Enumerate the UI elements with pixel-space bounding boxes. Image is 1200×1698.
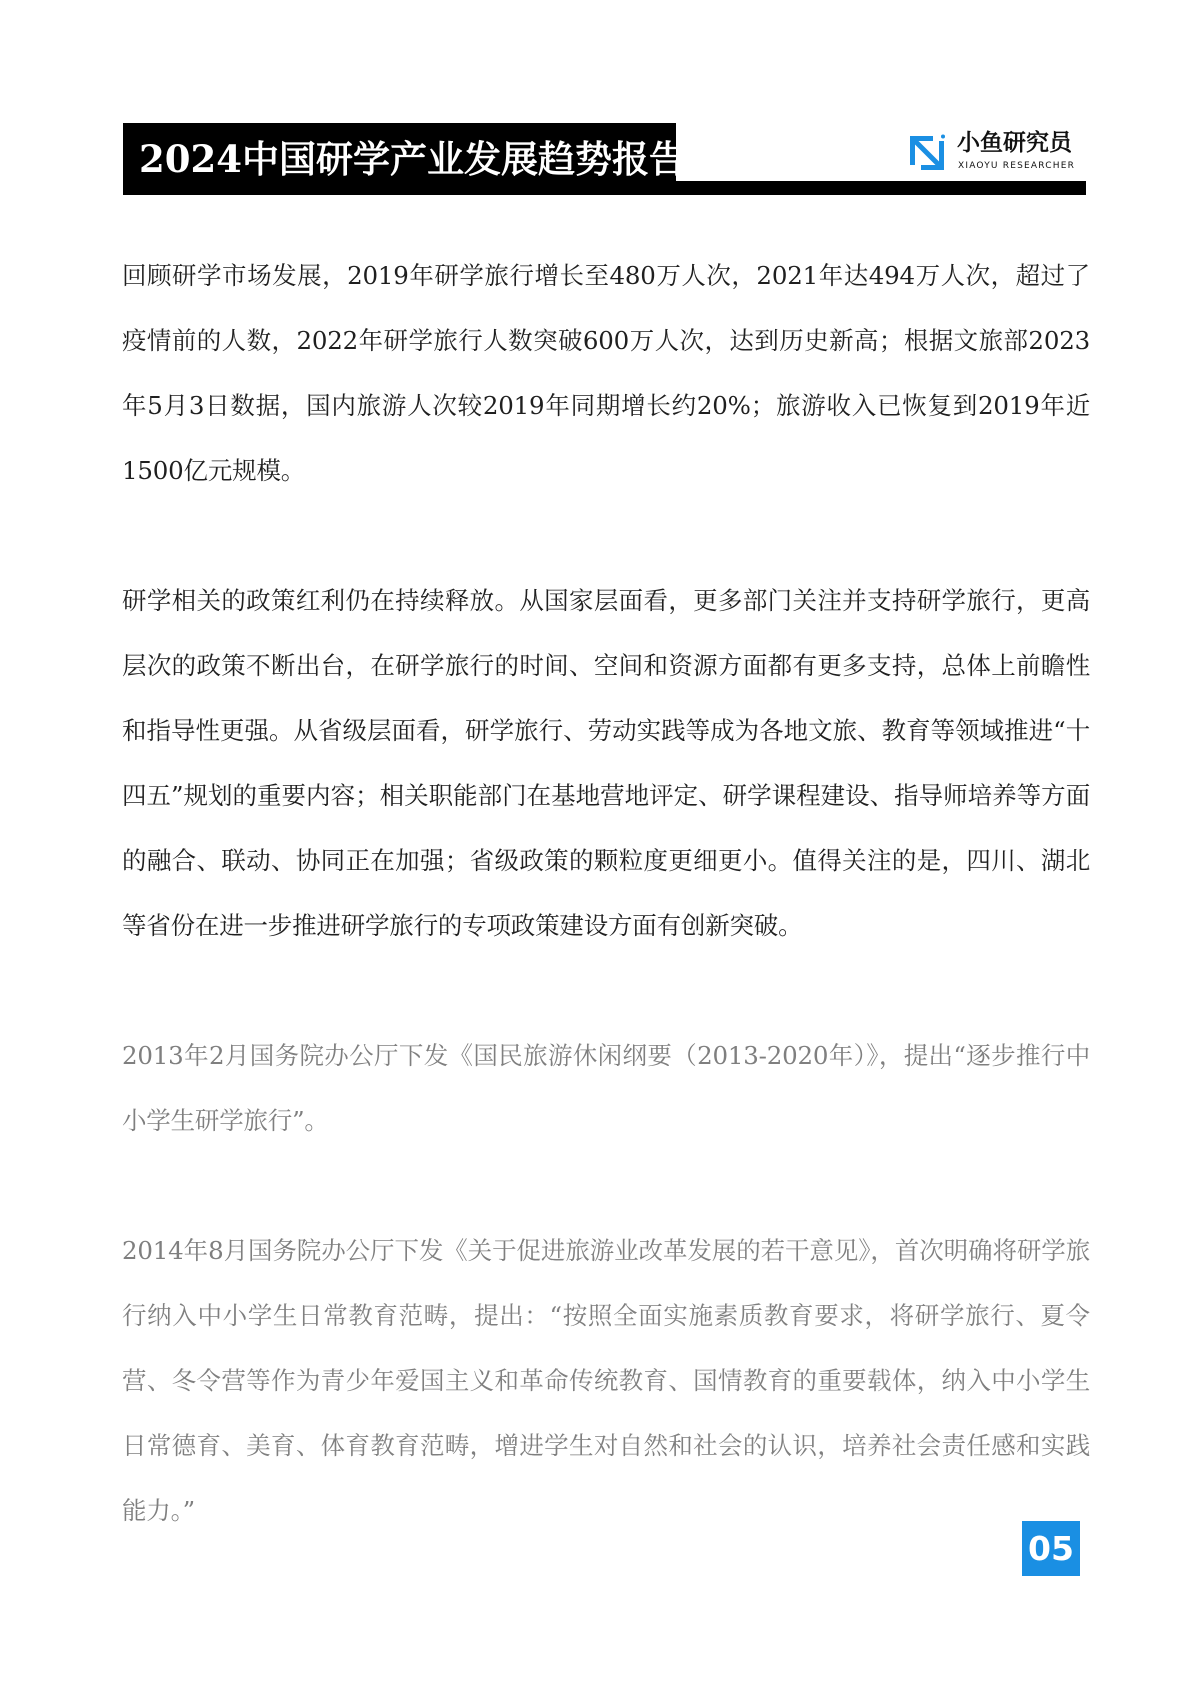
logo-name-cn: 小鱼研究员	[957, 130, 1072, 156]
page-number-badge: 05	[1022, 1521, 1080, 1576]
logo-name-en: XIAOYU RESEARCHER	[958, 161, 1076, 171]
header-title-box	[123, 123, 686, 195]
paragraph-policy-dividends: 研学相关的政策红利仍在持续释放。从国家层面看，更多部门关注并支持研学旅行，更高层次的政策不断出台，在研学旅行的时间、空间和资源方面都有更多支持，总体上前瞻性和指导性更强。从省级层面看，研学旅行、劳动实践等成为各地文旅、教育等领域推进“十四五”规划的重要内容；相关职能部门在基地营地评定、研学课程建设、指导师培养等方面的融合、联动、协同正在加强；省级政策的颗粒度更细更小。值得关注的是，四川、湖北等省份在进一步推进研学旅行的专项政策建设方面有创新突破。	[122, 586, 1090, 940]
paragraph-policy-2014: 2014年8月国务院办公厅下发《关于促进旅游业改革发展的若干意见》，首次明确将研学旅行纳入中小学生日常教育范畴，提出：“按照全面实施素质教育要求，将研学旅行、夏令营、冬令营等作为青少年爱国主义和革命传统教育、国情教育的重要载体，纳入中小学生日常德育、美育、体育教育范畴，增进学生对自然和社会的认识，培养社会责任感和实践能力。”	[122, 1236, 1090, 1525]
logo-mark-icon	[907, 133, 947, 173]
brand-logo	[907, 127, 1087, 177]
report-body	[122, 243, 1090, 1543]
report-title: 2024中国研学产业发展趋势报告	[139, 137, 686, 181]
header-rule	[676, 181, 1086, 195]
paragraph-policy-2013: 2013年2月国务院办公厅下发《国民旅游休闲纲要（2013-2020年）》，提出“逐步推行中小学生研学旅行”。	[122, 1041, 1090, 1135]
paragraph-market-review: 回顾研学市场发展，2019年研学旅行增长至480万人次，2021年达494万人次，超过了疫情前的人数，2022年研学旅行人数突破600万人次，达到历史新高；根据文旅部2023年5月3日数据，国内旅游人次较2019年同期增长约20%；旅游收入已恢复到2019年近1500亿元规模。	[122, 261, 1090, 485]
report-header	[123, 123, 1086, 195]
